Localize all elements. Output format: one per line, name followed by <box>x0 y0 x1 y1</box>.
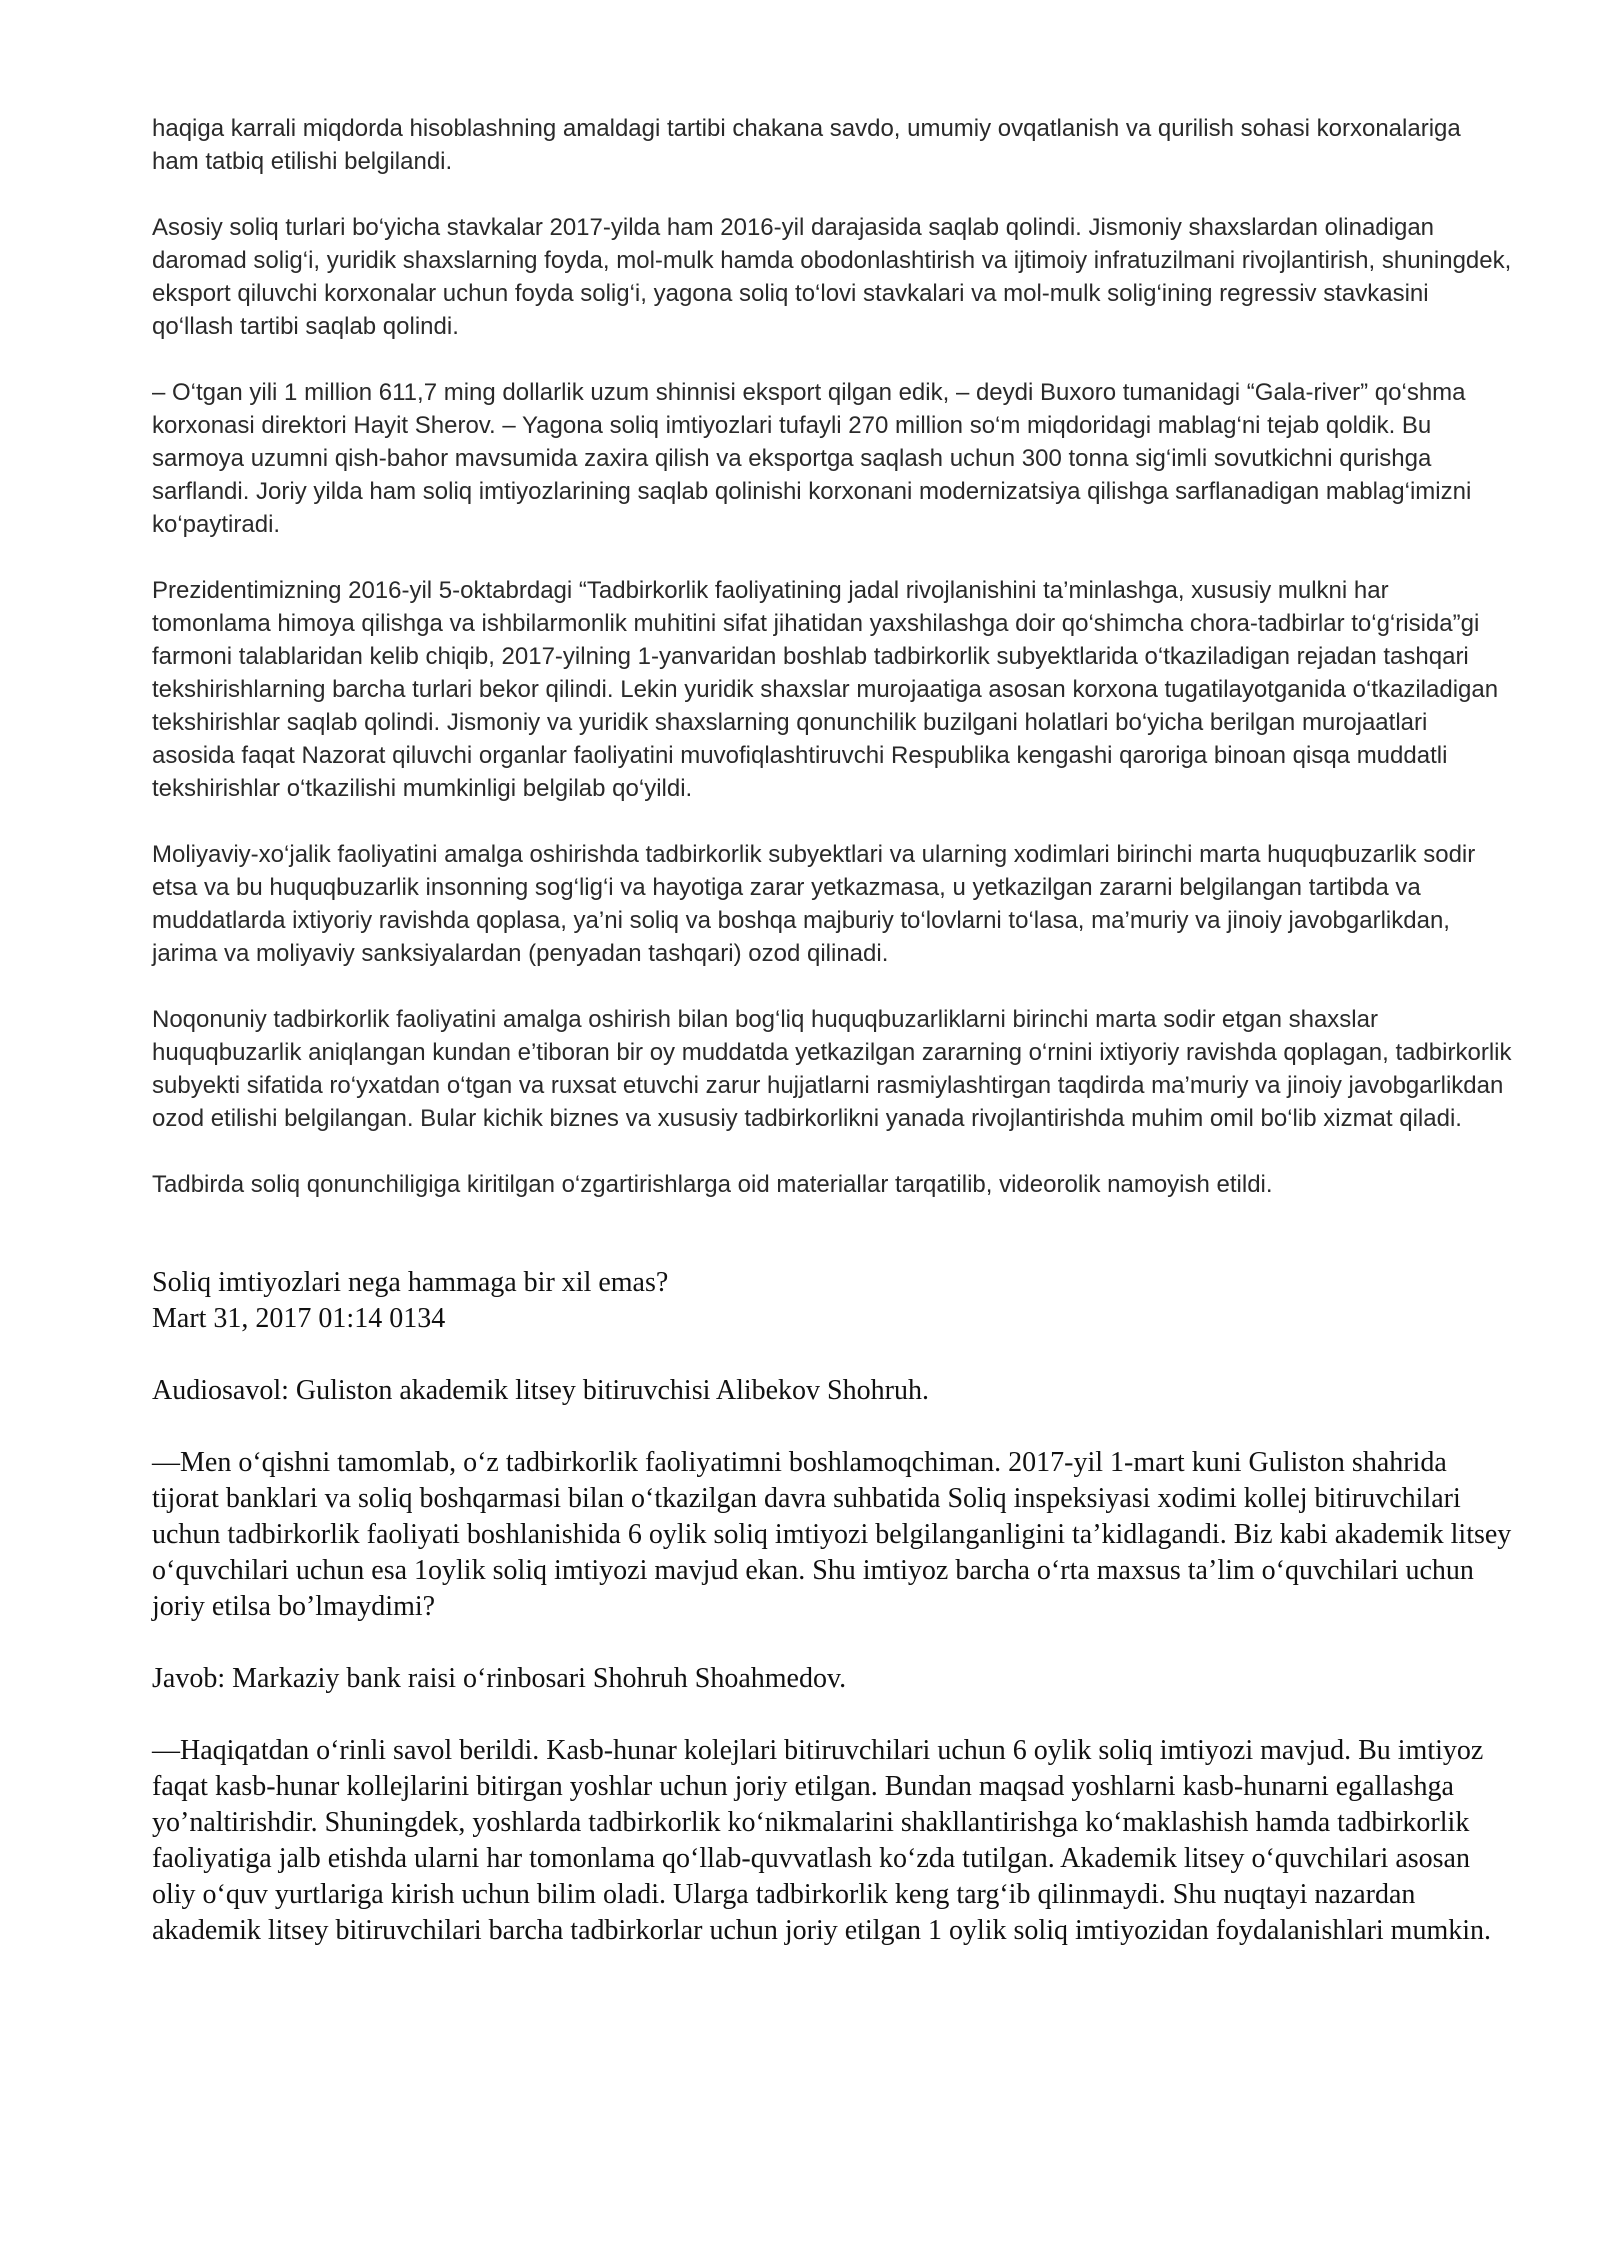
article-tax-changes <box>152 112 1512 1201</box>
paragraph: Asosiy soliq turlari bo‘yicha stavkalar 2017-yilda ham 2016-yil darajasida saqlab qolindi. Jismoniy shaxslardan olinadigan daromad solig‘i, yuridik shaxslarning foyda, mol-mulk hamda obodonlashtirish va ijtimoiy infratuzilmani rivojlantirish, shuningdek, eksport qiluvchi korxonalar uchun foyda solig‘i, yagona soliq to‘lovi stavkalari va mol-mulk solig‘ining regressiv stavkasini qo‘llash tartibi saqlab qolindi. <box>152 214 1512 340</box>
paragraph: haqiga karrali miqdorda hisoblashning amaldagi tartibi chakana savdo, umumiy ovqatlanish va qurilish sohasi korxonalariga ham tatbiq etilishi belgilandi. <box>152 115 1461 175</box>
paragraph: Noqonuniy tadbirkorlik faoliyatini amalga oshirish bilan bog‘liq huquqbuzarliklarni birinchi marta sodir etgan shaxslar huquqbuzarlik aniqlangan kundan e’tiboran bir oy muddatda yetkazilgan zararning o‘rnini ixtiyoriy ravishda qoplagan, tadbirkorlik subyekti sifatida ro‘yxatdan o‘tgan va ruxsat etuvchi zarur hujjatlarni rasmiylashtirgan taqdirda ma’muriy va jinoiy javobgarlikdan ozod etilishi belgilangan. Bular kichik biznes va xususiy tadbirkorlikni yanada rivojlantirishda muhim omil bo‘lib xizmat qiladi. <box>152 1006 1512 1132</box>
paragraph: Tadbirda soliq qonunchiligiga kiritilgan o‘zgartirishlarga oid materiallar tarqatilib, videorolik namoyish etildi. <box>152 1171 1273 1198</box>
question-text: —Men o‘qishni tamomlab, o‘z tadbirkorlik faoliyatimni boshlamoqchiman. 2017-yil 1-mart kuni Guliston shahrida tijorat banklari va soliq boshqarmasi bilan o‘tkazilgan davra suhbatida Soliq inspeksiyasi xodimi kollej bitiruvchilari uchun tadbirkorlik faoliyati boshlanishida 6 oylik soliq imtiyozi belgilanganligini ta’kidlagandi. Biz kabi akademik litsey o‘quvchilari uchun esa 1oylik soliq imtiyozi mavjud ekan. Shu imtiyoz barcha o‘rta maxsus ta’lim o‘quvchilari uchun joriy etilsa bo’lmaydimi? <box>152 1447 1512 1622</box>
paragraph: Moliyaviy-xo‘jalik faoliyatini amalga oshirishda tadbirkorlik subyektlari va ularning xodimlari birinchi marta huquqbuzarlik sodir etsa va bu huquqbuzarlik insonning sog‘lig‘i va hayotiga zarar yetkazmasa, u yetkazilgan zararni belgilangan tartibda va muddatlarda ixtiyoriy ravishda qoplasa, ya’ni soliq va boshqa majburiy to‘lovlarni to‘lasa, ma’muriy va jinoiy javobgarlikdan, jarima va moliyaviy sanksiyalardan (penyadan tashqari) ozod qilinadi. <box>152 841 1476 967</box>
answer-intro: Javob: Markaziy bank raisi o‘rinbosari Shohruh Shoahmedov. <box>152 1663 847 1694</box>
paragraph: Prezidentimizning 2016-yil 5-oktabrdagi “Tadbirkorlik faoliyatining jadal rivojlanishini ta’minlashga, xususiy mulkni har tomonlama himoya qilishga va ishbilarmonlik muhitini sifat jihatidan yaxshilashga doir qo‘shimcha chora-tadbirlar to‘g‘risida”gi farmoni talablaridan kelib chiqib, 2017-yilning 1-yanvaridan boshlab tadbirkorlik subyektlarida o‘tkaziladigan rejadan tashqari tekshirishlarning barcha turlari bekor qilindi. Lekin yuridik shaxslar murojaatiga asosan korxona tugatilayotganida o‘tkaziladigan tekshirishlar saqlab qolindi. Jismoniy va yuridik shaxslarning qonunchilik buzilgani holatlari bo‘yicha berilgan murojaatlari asosida faqat Nazorat qiluvchi organlar faoliyatini muvofiqlashtiruvchi Respublika kengashi qaroriga binoan qisqa muddatli tekshirishlar o‘tkazilishi mumkinligi belgilab qo‘yildi. <box>152 577 1499 802</box>
answer-text: —Haqiqatdan o‘rinli savol berildi. Kasb-hunar kolejlari bitiruvchilari uchun 6 oylik soliq imtiyozi mavjud. Bu imtiyoz faqat kasb-hunar kollejlarini bitirgan yoshlar uchun joriy etilgan. Bundan maqsad yoshlarni kasb-hunarni egallashga yo’naltirishdir. Shuningdek, yoshlarda tadbirkorlik ko‘nikmalarini shakllantirishga ko‘maklashish hamda tadbirkorlik faoliyatiga jalb etishda ularni har tomonlama qo‘llab-quvvatlash ko‘zda tutilgan. Akademik litsey o‘quvchilari asosan oliy o‘quv yurtlariga kirish uchun bilim oladi. Ularga tadbirkorlik keng targ‘ib qilinmaydi. Shu nuqtayi nazardan akademik litsey bitiruvchilari barcha tadbirkorlar uchun joriy etilgan 1 oylik soliq imtiyozidan foydalanishlari mumkin. <box>152 1735 1492 1946</box>
article-dateline: Mart 31, 2017 01:14 0134 <box>152 1303 446 1334</box>
article-title: Soliq imtiyozlari nega hammaga bir xil emas? <box>152 1267 669 1298</box>
page-content <box>152 112 1512 1985</box>
paragraph: – O‘tgan yili 1 million 611,7 ming dollarlik uzum shinnisi eksport qilgan edik, – deydi Buxoro tumanidagi “Gala-river” qo‘shma korxonasi direktori Hayit Sherov. – Yagona soliq imtiyozlari tufayli 270 million so‘m miqdoridagi mablag‘ni tejab qoldik. Bu sarmoya uzumni qish-bahor mavsumida zaxira qilish va eksportga saqlash uchun 300 tonna sig‘imli sovutkichni qurishga sarflandi. Joriy yilda ham soliq imtiyozlarining saqlab qolinishi korxonani modernizatsiya qilishga sarflanadigan mablag‘imizni ko‘paytiradi. <box>152 379 1472 538</box>
article-header <box>152 1265 1512 1337</box>
article-tax-benefits-qa <box>152 1265 1512 1949</box>
question-intro: Audiosavol: Guliston akademik litsey bitiruvchisi Alibekov Shohruh. <box>152 1375 929 1406</box>
